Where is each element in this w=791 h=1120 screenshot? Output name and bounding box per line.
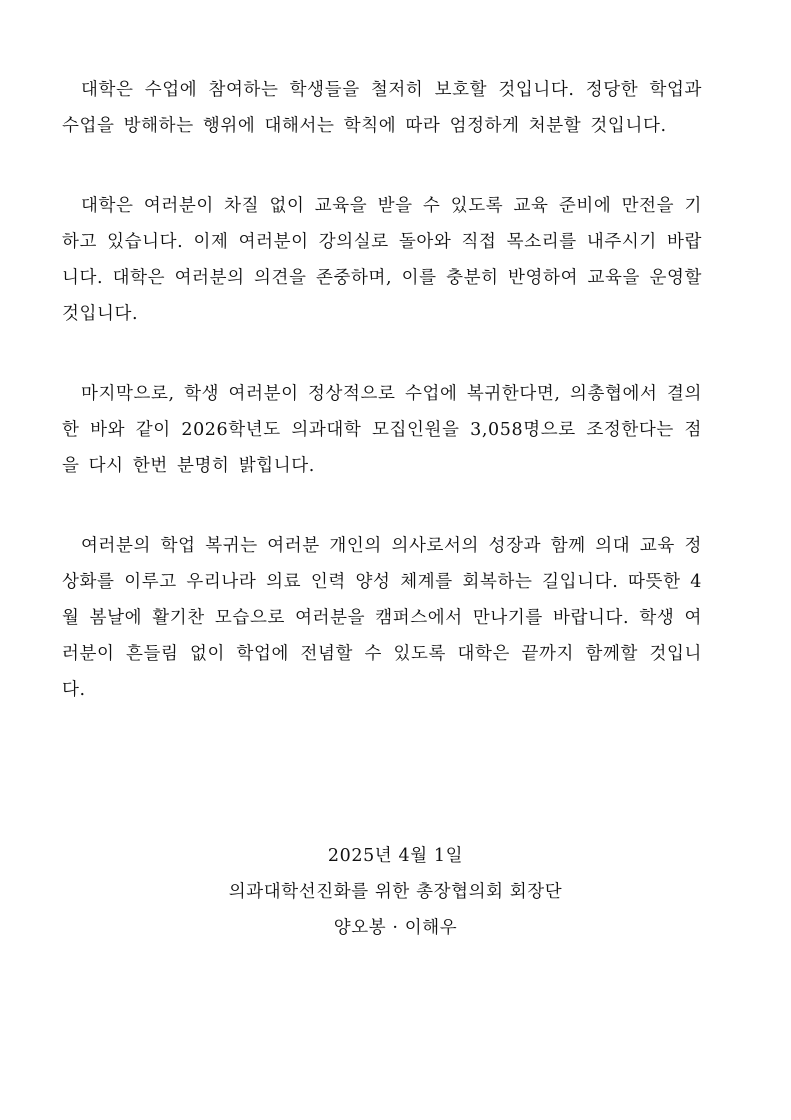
paragraph-student-protection: 대학은 수업에 참여하는 학생들을 철저히 보호할 것입니다. 정당한 학업과 수업을 방해하는 행위에 대해서는 학칙에 따라 엄정하게 처분할 것입니다. (62, 80, 702, 136)
signature-block (0, 838, 791, 946)
signature-organization: 의과대학선진화를 위한 총장협의회 회장단 (228, 882, 563, 902)
paragraph-return-appeal: 여러분의 학업 복귀는 여러분 개인의 의사로서의 성장과 함께 의대 교육 정상화를 이루고 우리나라 의료 인력 양성 체계를 회복하는 길입니다. 따뜻한 4월 봄날에 활기찬 모습으로 여러분을 캠퍼스에서 만나기를 바랍니다. 학생 여러분이 흔들림 없이 학업에 전념할 수 있도록 대학은 끝까지 함께할 것입니다. (62, 536, 702, 700)
signature-date: 2025년 4월 1일 (327, 846, 464, 866)
paragraph-enrollment-quota: 마지막으로, 학생 여러분이 정상적으로 수업에 복귀한다면, 의총협에서 결의한 바와 같이 2026학년도 의과대학 모집인원을 3,058명으로 조정한다는 점을 다시 한번 분명히 밝힙니다. (62, 384, 702, 476)
paragraph-education-preparation: 대학은 여러분이 차질 없이 교육을 받을 수 있도록 교육 준비에 만전을 기하고 있습니다. 이제 여러분이 강의실로 돌아와 직접 목소리를 내주시기 바랍니다. 대학은 여러분의 의견을 존중하며, 이를 충분히 반영하여 교육을 운영할 것입니다. (62, 196, 702, 324)
signature-names: 양오봉 · 이해우 (333, 918, 458, 938)
letter-body (62, 72, 702, 752)
